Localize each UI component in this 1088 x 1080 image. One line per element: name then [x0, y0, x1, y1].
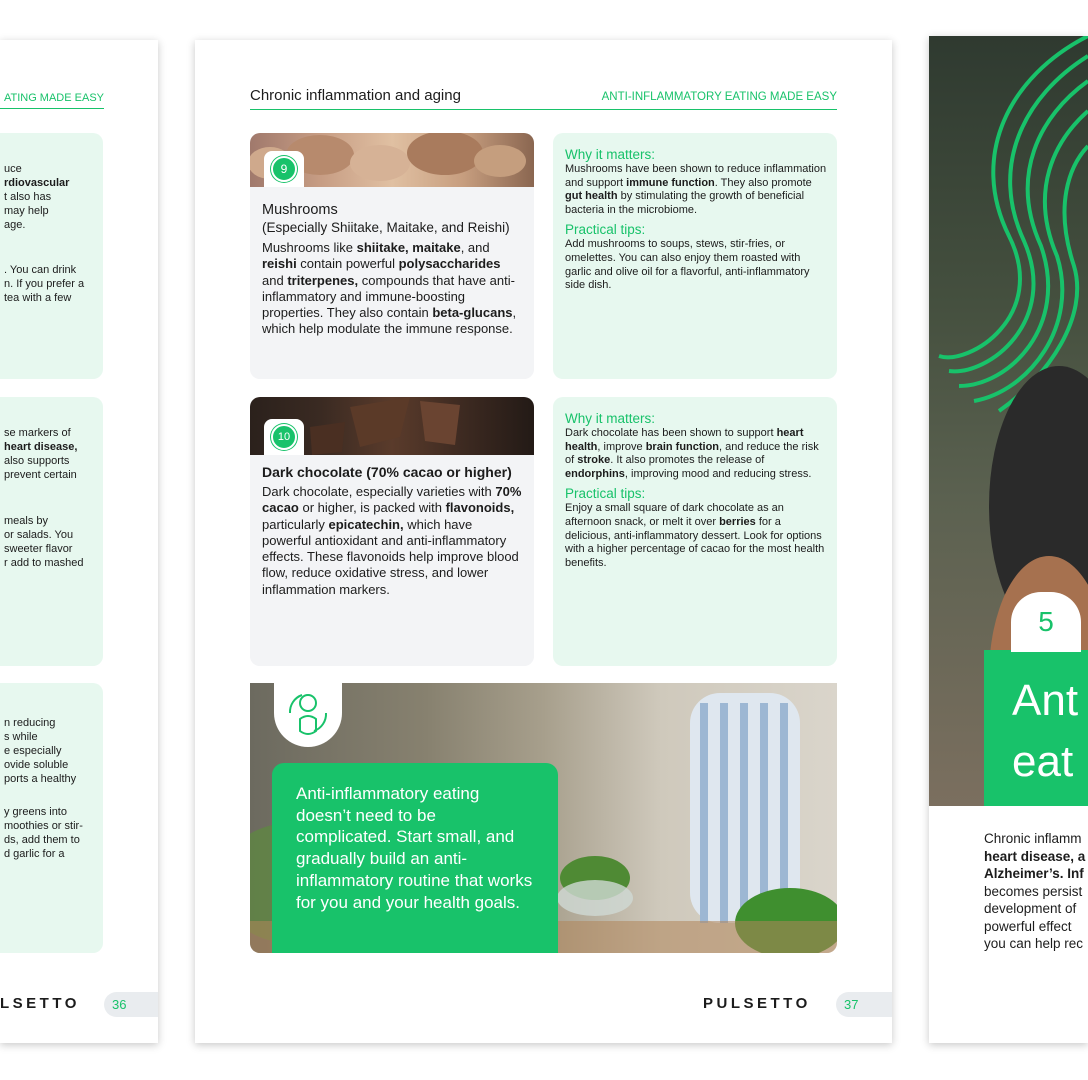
- left-card-1: [0, 133, 103, 379]
- intro-line: powerful effect: [984, 918, 1072, 934]
- running-header: ANTI-INFLAMMATORY EATING MADE EASY: [601, 91, 837, 103]
- text-run-bold: 70% cacao: [262, 484, 522, 516]
- quote-box: [272, 763, 558, 953]
- text-run-bold: immune function: [626, 176, 715, 189]
- left-card-2: [0, 397, 103, 666]
- tips-heading: Practical tips:: [565, 222, 646, 238]
- page-36: [0, 40, 158, 1043]
- left-header-text: ATING MADE EASY: [3, 92, 104, 104]
- page-number: 37: [836, 992, 892, 1017]
- text-run: Dark chocolate has been shown to support: [565, 427, 777, 439]
- intro-line: heart disease, a: [984, 848, 1086, 864]
- text-run-bold: heart health: [565, 427, 804, 453]
- text-run-bold: endorphins: [565, 467, 625, 480]
- text-run-bold: gut health: [565, 190, 618, 203]
- footer-brand: PULSETTO: [703, 995, 811, 1012]
- text-run-bold: polysaccharides: [398, 256, 501, 272]
- text-run: Mushrooms have been shown to reduce inflammation and support: [565, 163, 827, 189]
- mushrooms-title: Mushrooms: [262, 202, 338, 218]
- left-card2-line: r add to mashed: [4, 557, 84, 569]
- left-card1-line: n. If you prefer a: [4, 278, 85, 290]
- intro-line: Chronic inflamm: [984, 831, 1082, 846]
- text-run-bold: beta-glucans: [432, 305, 513, 321]
- tips-heading: Practical tips:: [565, 486, 646, 502]
- dark-chocolate-description: [262, 484, 524, 598]
- text-run: which have powerful antioxidant and anti-inflammatory effects. These flavonoids help improve blood flow, reduce oxidative stress, and lower inflammation markers.: [262, 516, 519, 597]
- dark-chocolate-title: Dark chocolate (70% cacao or higher): [262, 464, 512, 480]
- text-run: , improve: [597, 440, 646, 453]
- tips-text: Add mushrooms to soups, stews, stir-fries, or omelettes. You can also enjoy them roasted with garlic and olive oil for a flavorful, anti-inflammatory side dish.: [565, 238, 810, 292]
- text-run: . They also promote: [714, 176, 812, 189]
- text-run: and: [262, 272, 288, 288]
- brain-gut-badge: [274, 683, 342, 747]
- text-run: . It also promotes the release of: [610, 454, 765, 467]
- mushrooms-card: [250, 133, 534, 379]
- left-card2-line: or salads. You: [4, 529, 74, 541]
- left-card2-line: se markers of: [4, 427, 71, 439]
- text-run: by stimulating the growth of beneficial bacteria in the microbiome.: [565, 190, 805, 216]
- text-run-bold: flavonoids,: [445, 500, 515, 516]
- header-divider: [250, 109, 837, 110]
- text-run: , and: [460, 240, 490, 255]
- text-run: for a delicious, anti-inflammatory dessert. Look for options with a higher percentage of cacao for the most health benefits.: [565, 515, 825, 569]
- cooking-photo-card: [250, 683, 837, 953]
- intro-line: you can help rec: [984, 936, 1084, 951]
- text-run: or higher, is packed with: [298, 500, 446, 516]
- intro-line: development of: [984, 901, 1077, 916]
- text-run: , improving mood and reducing stress.: [624, 467, 812, 480]
- left-card1-line: tea with a few: [4, 292, 72, 304]
- left-card2-line: prevent certain: [4, 469, 77, 481]
- left-card1-line: may help: [4, 205, 49, 217]
- left-card-3: [0, 683, 103, 953]
- text-run: Dark chocolate, especially varieties with: [262, 484, 496, 499]
- text-run: Mushrooms like: [262, 240, 357, 255]
- chapter-title-line: Ant: [1012, 676, 1079, 725]
- why-text: [565, 163, 827, 217]
- intro-line: Alzheimer’s. Inf: [984, 866, 1084, 881]
- quote-text: Anti-inflammatory eating doesn’t need to be complicated. Start small, and gradually build an anti-inflammatory routine that works for you and your health goals.: [296, 784, 533, 912]
- text-run-bold: epicatechin,: [328, 516, 404, 532]
- text-run: particularly: [262, 516, 329, 532]
- text-run-bold: berries: [719, 515, 756, 528]
- left-card3-line: y greens into: [4, 806, 67, 818]
- item-10-badge: [264, 419, 304, 455]
- chapter-title-line: eat: [1012, 737, 1074, 786]
- item-9-badge: [264, 151, 304, 187]
- text-run-bold: stroke: [577, 454, 611, 467]
- item-10-number: 10: [271, 424, 297, 450]
- left-card3-line: ports a healthy: [4, 773, 77, 785]
- left-card1-line: uce: [4, 163, 22, 175]
- left-card1-line: . You can drink: [4, 264, 77, 276]
- left-card3-line: s while: [4, 731, 38, 743]
- left-card2-line: also supports: [4, 455, 70, 467]
- why-text: [565, 427, 827, 481]
- mushrooms-subtitle: (Especially Shiitake, Maitake, and Reishi): [262, 220, 510, 235]
- item-9-number: 9: [271, 156, 297, 182]
- chapter-intro: [984, 830, 1085, 953]
- text-run: Enjoy a small square of dark chocolate as an afternoon snack, or melt it over: [565, 502, 784, 528]
- left-running-header: [0, 92, 104, 109]
- left-card1-line: t also has: [4, 191, 52, 203]
- mushrooms-description: [262, 240, 524, 338]
- left-page-number: 36: [104, 992, 158, 1017]
- left-card2-line: heart disease,: [4, 441, 78, 453]
- text-run: compounds that have anti-inflammatory and immune-boosting properties. They also contain: [262, 272, 515, 321]
- intro-line: becomes persist: [984, 883, 1083, 899]
- section-title: Chronic inflammation and aging: [250, 87, 461, 104]
- text-run-bold: triterpenes,: [287, 272, 359, 288]
- chapter-number: 5: [1011, 592, 1081, 652]
- text-run: contain powerful: [296, 256, 399, 272]
- brain-gut-icon: [274, 683, 342, 743]
- left-card3-line: d garlic for a: [4, 848, 65, 860]
- dark-chocolate-info-card: [553, 397, 837, 666]
- left-card3-line: ds, add them to: [4, 834, 80, 846]
- text-run-bold: reishi: [262, 256, 297, 272]
- left-card2-line: meals by: [4, 515, 49, 527]
- text-run-bold: shiitake, maitake: [356, 240, 461, 255]
- why-heading: Why it matters:: [565, 411, 656, 426]
- left-footer-brand: LSETTO: [0, 995, 80, 1012]
- dark-chocolate-card: [250, 397, 534, 666]
- left-card1-line: rdiovascular: [4, 177, 70, 189]
- left-card2-line: sweeter flavor: [4, 543, 73, 555]
- text-run: , and reduce the risk of: [565, 440, 819, 467]
- left-card3-line: e especially: [4, 745, 62, 757]
- why-heading: Why it matters:: [565, 147, 656, 162]
- chapter-title: [1012, 670, 1078, 792]
- page-37: [195, 40, 892, 1043]
- tips-text: [565, 502, 827, 570]
- text-run-bold: brain function: [645, 440, 720, 453]
- left-card3-line: moothies or stir-: [4, 820, 83, 832]
- left-card1-line: age.: [4, 219, 26, 231]
- left-card3-line: n reducing: [4, 717, 56, 729]
- text-run: , which help modulate the immune response.: [262, 305, 517, 337]
- mushrooms-info-card: [553, 133, 837, 379]
- chapter-5-page: [929, 36, 1088, 1043]
- left-card3-line: ovide soluble: [4, 759, 69, 771]
